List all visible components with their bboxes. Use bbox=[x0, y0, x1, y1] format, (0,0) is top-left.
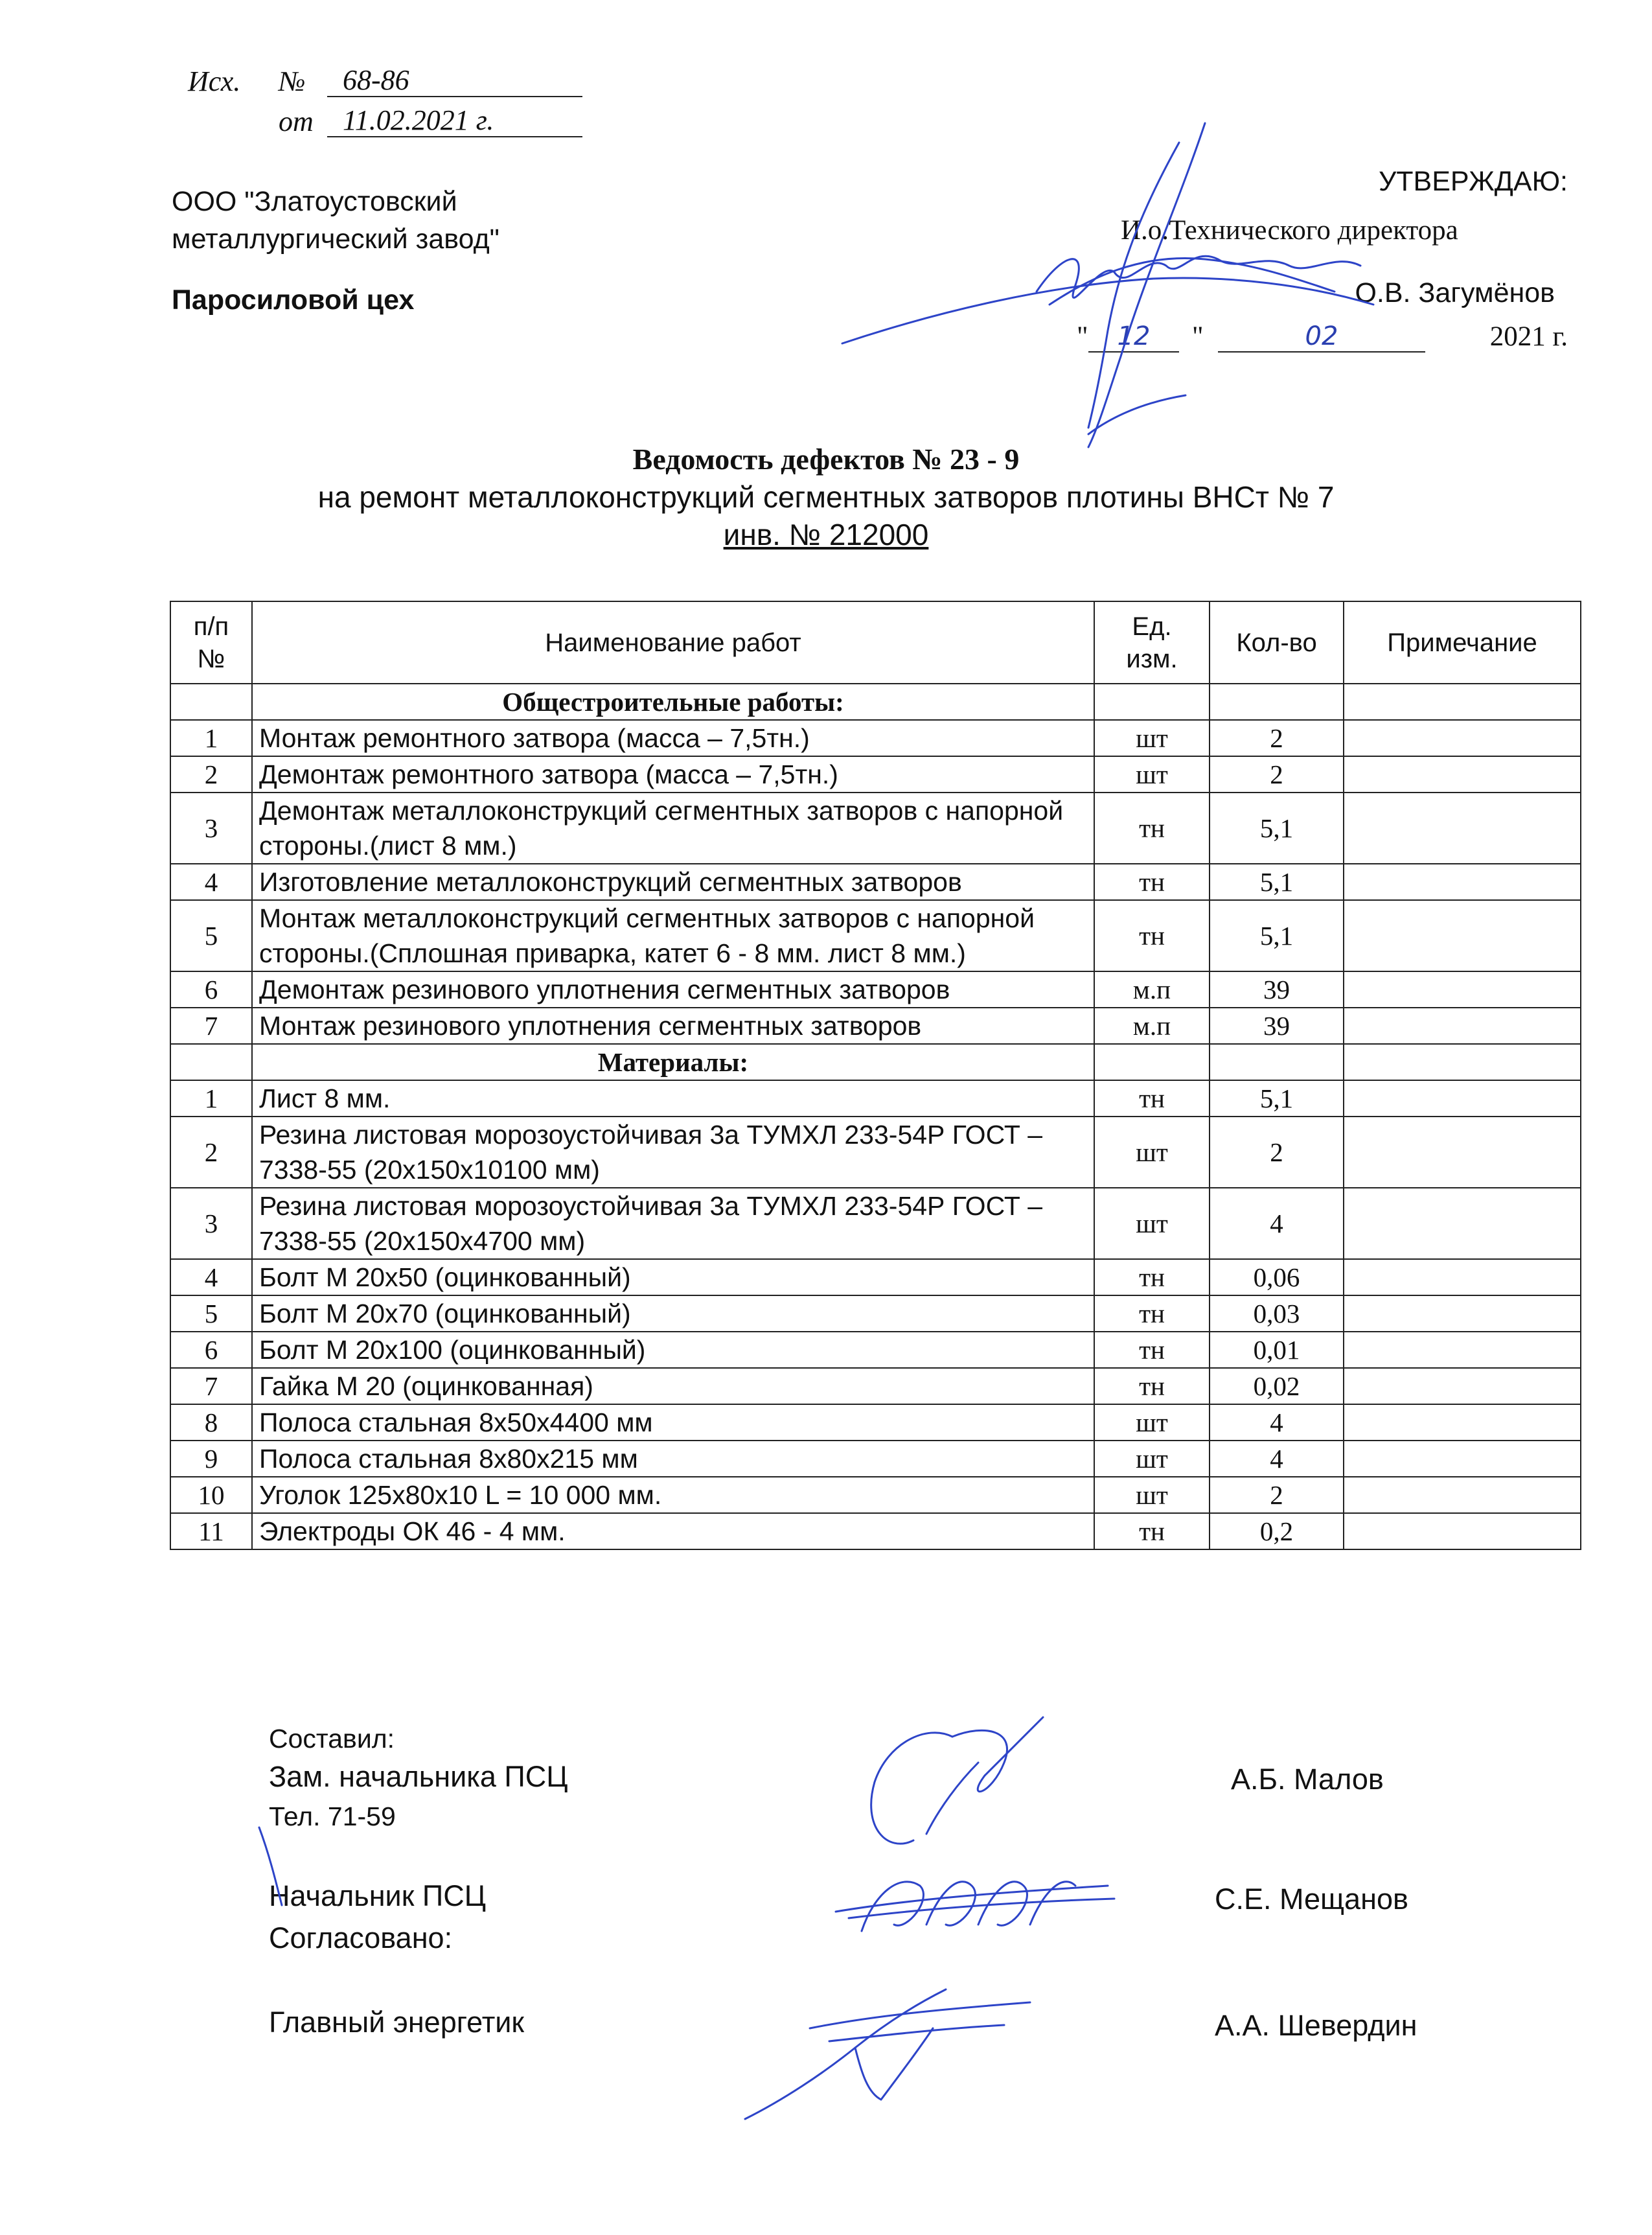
cell-note bbox=[1344, 793, 1581, 864]
table-row bbox=[170, 1188, 1581, 1259]
cell-num: 4 bbox=[170, 864, 252, 900]
cell-name: Гайка М 20 (оцинкованная) bbox=[252, 1368, 1094, 1404]
cell-name: Полоса стальная 8х80х215 мм bbox=[252, 1441, 1094, 1477]
cell-unit: м.п bbox=[1094, 1008, 1210, 1044]
section-unit-cell bbox=[1094, 684, 1210, 720]
cell-unit: тн bbox=[1094, 1295, 1210, 1332]
section-row bbox=[170, 1044, 1581, 1080]
header-name: Наименование работ bbox=[252, 601, 1094, 684]
defects-table bbox=[170, 601, 1581, 1550]
section-qty-cell bbox=[1210, 1044, 1344, 1080]
cell-num: 7 bbox=[170, 1368, 252, 1404]
cell-unit: тн bbox=[1094, 900, 1210, 971]
approval-year: 2021 г. bbox=[1489, 321, 1568, 352]
table-row bbox=[170, 1080, 1581, 1117]
cell-name: Резина листовая морозоустойчивая 3а ТУМХЛ 233-54Р ГОСТ – 7338-55 (20х150х4700 мм) bbox=[252, 1188, 1094, 1259]
cell-qty: 5,1 bbox=[1210, 793, 1344, 864]
cell-unit: шт bbox=[1094, 1117, 1210, 1188]
table-row bbox=[170, 864, 1581, 900]
table-row bbox=[170, 971, 1581, 1008]
cell-unit: тн bbox=[1094, 1368, 1210, 1404]
cell-qty: 4 bbox=[1210, 1188, 1344, 1259]
cell-qty: 0,2 bbox=[1210, 1513, 1344, 1549]
header-note: Примечание bbox=[1344, 601, 1581, 684]
document-subtitle: на ремонт металлоконструкций сегментных затворов плотины ВНСт № 7 bbox=[317, 480, 1335, 514]
cell-qty: 0,02 bbox=[1210, 1368, 1344, 1404]
cell-num: 7 bbox=[170, 1008, 252, 1044]
deputy-name: А.Б. Малов bbox=[1231, 1763, 1384, 1796]
document-title: Ведомость дефектов № 23 - 9 bbox=[632, 443, 1020, 476]
organization-name: ООО "Златоустовский металлургический завод" bbox=[172, 186, 499, 255]
table-row bbox=[170, 756, 1581, 793]
cell-num: 6 bbox=[170, 971, 252, 1008]
cell-qty: 4 bbox=[1210, 1441, 1344, 1477]
cell-name: Резина листовая морозоустойчивая 3а ТУМХЛ 233-54Р ГОСТ – 7338-55 (20х150х10100 мм) bbox=[252, 1117, 1094, 1188]
cell-qty: 2 bbox=[1210, 1477, 1344, 1513]
section-num-cell bbox=[170, 684, 252, 720]
cell-note bbox=[1344, 1513, 1581, 1549]
cell-note bbox=[1344, 1477, 1581, 1513]
cell-name: Демонтаж резинового уплотнения сегментных затворов bbox=[252, 971, 1094, 1008]
table-row bbox=[170, 1259, 1581, 1295]
cell-note bbox=[1344, 1008, 1581, 1044]
cell-note bbox=[1344, 1332, 1581, 1368]
cell-note bbox=[1344, 864, 1581, 900]
cell-qty: 0,06 bbox=[1210, 1259, 1344, 1295]
cell-note bbox=[1344, 1080, 1581, 1117]
cell-num: 10 bbox=[170, 1477, 252, 1513]
cell-name: Монтаж резинового уплотнения сегментных затворов bbox=[252, 1008, 1094, 1044]
cell-note bbox=[1344, 1117, 1581, 1188]
cell-num: 1 bbox=[170, 720, 252, 756]
margin-signature-mark bbox=[256, 1827, 295, 1905]
approval-month: 02 bbox=[1218, 321, 1425, 353]
table-row bbox=[170, 1404, 1581, 1441]
cell-note bbox=[1344, 756, 1581, 793]
cell-qty: 2 bbox=[1210, 756, 1344, 793]
section-title: Общестроительные работы: bbox=[252, 684, 1094, 720]
table-row bbox=[170, 900, 1581, 971]
cell-unit: тн bbox=[1094, 864, 1210, 900]
cell-note bbox=[1344, 1259, 1581, 1295]
cell-num: 2 bbox=[170, 1117, 252, 1188]
cell-qty: 39 bbox=[1210, 971, 1344, 1008]
table-row bbox=[170, 1368, 1581, 1404]
cell-qty: 5,1 bbox=[1210, 864, 1344, 900]
cell-name: Монтаж ремонтного затвора (масса – 7,5тн.) bbox=[252, 720, 1094, 756]
table-row bbox=[170, 1441, 1581, 1477]
cell-note bbox=[1344, 720, 1581, 756]
composed-label: Составил: bbox=[269, 1724, 395, 1754]
table-row bbox=[170, 793, 1581, 864]
cell-num: 8 bbox=[170, 1404, 252, 1441]
cell-qty: 0,03 bbox=[1210, 1295, 1344, 1332]
cell-name: Электроды ОК 46 - 4 мм. bbox=[252, 1513, 1094, 1549]
table-row bbox=[170, 1332, 1581, 1368]
outgoing-number: 68-86 bbox=[327, 65, 582, 97]
section-qty-cell bbox=[1210, 684, 1344, 720]
table-row bbox=[170, 1295, 1581, 1332]
cell-qty: 2 bbox=[1210, 1117, 1344, 1188]
cell-note bbox=[1344, 900, 1581, 971]
cell-qty: 5,1 bbox=[1210, 900, 1344, 971]
cell-name: Лист 8 мм. bbox=[252, 1080, 1094, 1117]
header-num: п/п № bbox=[170, 601, 252, 684]
cell-unit: шт bbox=[1094, 1441, 1210, 1477]
cell-name: Монтаж металлоконструкций сегментных затворов с напорной стороны.(Сплошная приварка, катет 6 - 8 мм. лист 8 мм.) bbox=[252, 900, 1094, 971]
cell-note bbox=[1344, 1441, 1581, 1477]
deputy-phone: Тел. 71-59 bbox=[269, 1801, 396, 1831]
head-role: Начальник ПСЦ bbox=[269, 1879, 487, 1912]
cell-num: 3 bbox=[170, 1188, 252, 1259]
approver-position: И.о.Технического директора bbox=[1121, 215, 1458, 246]
cell-unit: тн bbox=[1094, 793, 1210, 864]
cell-unit: шт bbox=[1094, 756, 1210, 793]
department-name: Паросиловой цех bbox=[172, 284, 415, 316]
cell-unit: м.п bbox=[1094, 971, 1210, 1008]
chief-signature bbox=[732, 1976, 1043, 2125]
cell-qty: 5,1 bbox=[1210, 1080, 1344, 1117]
outgoing-date: 11.02.2021 г. bbox=[327, 105, 582, 137]
cell-num: 4 bbox=[170, 1259, 252, 1295]
cell-name: Демонтаж ремонтного затвора (масса – 7,5тн.) bbox=[252, 756, 1094, 793]
section-title: Материалы: bbox=[252, 1044, 1094, 1080]
cell-num: 2 bbox=[170, 756, 252, 793]
cell-note bbox=[1344, 1295, 1581, 1332]
header-unit: Ед. изм. bbox=[1094, 601, 1210, 684]
cell-unit: шт bbox=[1094, 720, 1210, 756]
cell-name: Полоса стальная 8х50х4400 мм bbox=[252, 1404, 1094, 1441]
cell-num: 9 bbox=[170, 1441, 252, 1477]
approver-signature bbox=[842, 123, 1425, 460]
section-unit-cell bbox=[1094, 1044, 1210, 1080]
date-quote-open: " bbox=[1077, 321, 1088, 352]
approver-name: О.В. Загумёнов bbox=[1355, 277, 1555, 308]
cell-name: Демонтаж металлоконструкций сегментных затворов с напорной стороны.(лист 8 мм.) bbox=[252, 793, 1094, 864]
outgoing-label: Исх. bbox=[188, 65, 241, 97]
table-body bbox=[170, 684, 1581, 1549]
cell-num: 3 bbox=[170, 793, 252, 864]
cell-name: Изготовление металлоконструкций сегментных затворов bbox=[252, 864, 1094, 900]
cell-qty: 0,01 bbox=[1210, 1332, 1344, 1368]
date-label: от bbox=[279, 106, 314, 137]
table-row bbox=[170, 720, 1581, 756]
cell-name: Уголок 125х80х10 L = 10 000 мм. bbox=[252, 1477, 1094, 1513]
section-note-cell bbox=[1344, 684, 1581, 720]
organization-block bbox=[172, 183, 499, 319]
table-row bbox=[170, 1513, 1581, 1549]
date-quote-close: " bbox=[1192, 321, 1204, 352]
cell-name: Болт М 20х100 (оцинкованный) bbox=[252, 1332, 1094, 1368]
header-qty: Кол-во bbox=[1210, 601, 1344, 684]
chief-name: А.А. Шевердин bbox=[1215, 2009, 1417, 2042]
cell-unit: тн bbox=[1094, 1080, 1210, 1117]
table-row bbox=[170, 1117, 1581, 1188]
cell-num: 11 bbox=[170, 1513, 252, 1549]
section-num-cell bbox=[170, 1044, 252, 1080]
cell-num: 1 bbox=[170, 1080, 252, 1117]
cell-qty: 2 bbox=[1210, 720, 1344, 756]
agreed-label: Согласовано: bbox=[269, 1921, 453, 1954]
head-signature bbox=[836, 1853, 1121, 1957]
table-row bbox=[170, 1008, 1581, 1044]
head-name: С.Е. Мещанов bbox=[1215, 1882, 1408, 1916]
deputy-signature bbox=[849, 1711, 1095, 1866]
cell-unit: тн bbox=[1094, 1259, 1210, 1295]
cell-note bbox=[1344, 971, 1581, 1008]
approval-title: УТВЕРЖДАЮ: bbox=[1378, 166, 1568, 197]
cell-qty: 39 bbox=[1210, 1008, 1344, 1044]
cell-note bbox=[1344, 1368, 1581, 1404]
chief-role: Главный энергетик bbox=[269, 2006, 525, 2039]
cell-unit: шт bbox=[1094, 1188, 1210, 1259]
cell-note bbox=[1344, 1188, 1581, 1259]
cell-name: Болт М 20х50 (оцинкованный) bbox=[252, 1259, 1094, 1295]
number-sign: № bbox=[279, 65, 306, 97]
cell-num: 5 bbox=[170, 1295, 252, 1332]
cell-unit: шт bbox=[1094, 1477, 1210, 1513]
cell-unit: тн bbox=[1094, 1513, 1210, 1549]
deputy-role: Зам. начальника ПСЦ bbox=[269, 1760, 568, 1793]
inventory-number: инв. № 212000 bbox=[723, 518, 929, 551]
section-row bbox=[170, 684, 1581, 720]
cell-num: 6 bbox=[170, 1332, 252, 1368]
document-title-block bbox=[0, 441, 1652, 553]
approval-day: 12 bbox=[1088, 321, 1179, 353]
cell-name: Болт М 20х70 (оцинкованный) bbox=[252, 1295, 1094, 1332]
section-note-cell bbox=[1344, 1044, 1581, 1080]
table-row bbox=[170, 1477, 1581, 1513]
cell-unit: шт bbox=[1094, 1404, 1210, 1441]
cell-unit: тн bbox=[1094, 1332, 1210, 1368]
cell-num: 5 bbox=[170, 900, 252, 971]
cell-qty: 4 bbox=[1210, 1404, 1344, 1441]
cell-note bbox=[1344, 1404, 1581, 1441]
